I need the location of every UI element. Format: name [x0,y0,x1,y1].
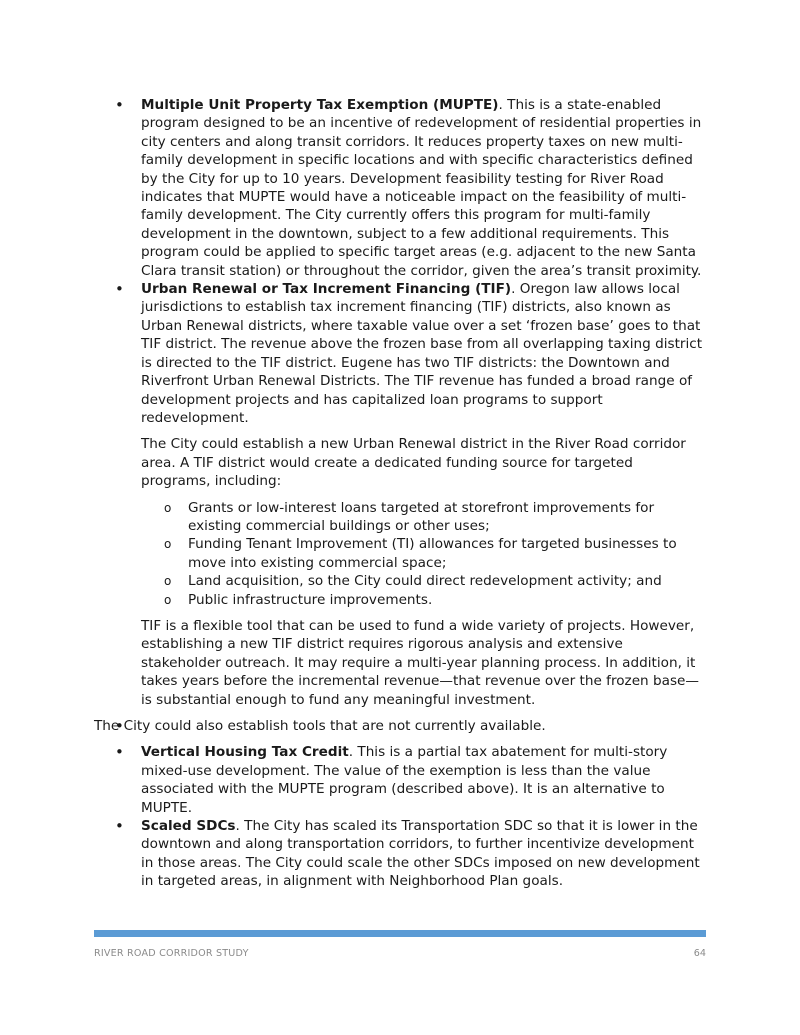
footer-rule [94,930,706,937]
tif-paragraph-1: The City could establish a new Urban Renewal district in the River Road corridor area. A TIF district would create a dedicated funding source for targeted programs, including: [141,436,686,490]
bullet-title: Scaled SDCs [141,818,236,835]
bullet-text: . The City has scaled its Transportation SDC so that it is lower in the downtown and along transportation corridors, to further incentivize development in those areas. The City could scale the other SDCs imposed on new development in targeted areas, in alignment with Neighborhood Plan goals. [141,818,700,890]
tif-paragraph-2: TIF is a flexible tool that can be used to fund a wide variety of projects. However, establishing a new TIF district requires rigorous analysis and extensive stakeholder outreach. It may require a multi-year planning process. In addition, it takes years before the incremental revenue—that revenue over the frozen base—is substantial enough to fund any meaningful investment. [141,617,699,708]
bullet-text: . This is a partial tax abatement for multi-story mixed-use development. The value of the exemption is less than the value associated with the MUPTE program (described above). It is an alternative to MUPTE. [141,744,668,816]
bullet-item-mupte [141,96,706,280]
page-number: 64 [693,948,706,959]
bullet-text: . Oregon law allows local jurisdictions to establish tax increment financing (TIF) districts, also known as Urban Renewal districts, where taxable value over a set ‘frozen base’ goes to that TIF district. The revenue above the frozen base from all overlapping taxing district is directed to the TIF district. Eugene has two TIF districts: the Downtown and Riverfront Urban Renewal Districts. The TIF revenue has funded a broad range of development projects and has capitalized loan programs to support redevelopment. [141,281,703,426]
tif-sub-list [141,499,706,609]
page-content [94,96,706,891]
bullet-item-scaled-sdcs [141,817,706,891]
bullet-list-new-tools [94,743,706,890]
body-paragraph: • The City could also establish tools that are not currently available. [94,718,546,734]
bullet-item-vertical-housing [141,743,706,817]
footer-title: RIVER ROAD CORRIDOR STUDY [94,948,249,959]
sub-list-item: o Public infrastructure improvements. [188,591,706,609]
body-paragraph-wrapper [94,717,706,735]
bullet-text: . This is a state-enabled program designed to be an incentive of redevelopment of residential properties in city centers and along transit corridors. It reduces property taxes on new multi-family development in specific locations and with specific characteristics defined by the City for up to 10 years. Development feasibility testing for River Road indicates that MUPTE would have a noticeable impact on the feasibility of multi-family development. The City currently offers this program for multi-family development in the downtown, subject to a few additional requirements. This program could be applied to specific target areas (e.g. adjacent to the new Santa Clara transit station) or throughout the corridor, given the area’s transit proximity. [141,97,702,279]
bullet-list-top [94,96,706,709]
bullet-title: Urban Renewal or Tax Increment Financing (TIF) [141,281,512,298]
sub-list-item: o Grants or low-interest loans targeted at storefront improvements for existing commercial buildings or other uses; [188,499,706,536]
sub-list-item: o Land acquisition, so the City could direct redevelopment activity; and [188,572,706,590]
bullet-list-bottom [94,717,706,735]
bullet-title: Vertical Housing Tax Credit [141,744,349,761]
sub-list-item: o Funding Tenant Improvement (TI) allowances for targeted businesses to move into existing commercial space; [188,535,706,572]
bullet-title: Multiple Unit Property Tax Exemption (MUPTE) [141,97,499,113]
bullet-item-tif [141,280,706,709]
